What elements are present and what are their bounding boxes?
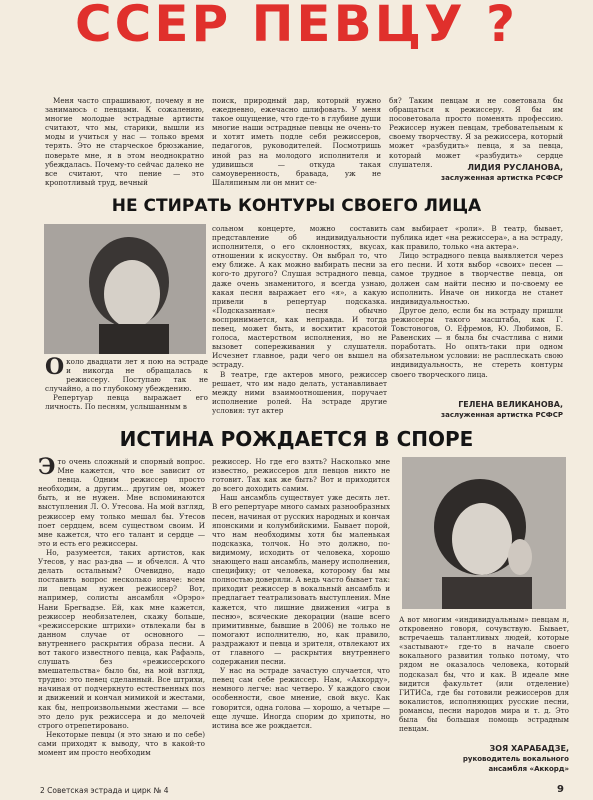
- paragraph: то очень сложный и спорный вопрос. Мне кажется, что все зависит от певца. Одним режиссер просто необходим, а другим... другим он, может быть, и не нужен. Мне вспоминаются выступления Л. О. Утесова. На мой взгляд, режиссер ему только мешал бы. Утесов поет сердцем, всем существом своим. И мне кажется, что его талант и сердце — это и есть его режиссеры.: [38, 457, 205, 548]
- section2-column-1: [45, 354, 208, 425]
- paragraph: Репертуар певца выражает его личность. По песням, услышанным в: [45, 393, 208, 412]
- signature-role: руководитель вокального: [462, 755, 569, 763]
- paragraph: сольном концерте, можно составить представление об индивидуальности исполнителя, о его склонностях, вкусах, отношении к искусству. Он выбрал то, что ему ближе. А как можно выбирать песни за кого-то другого? Слушая эстрадного певца, даже очень знаменитого, я всегда узнаю, какая песня выражает его «я», а какую привели в репертуар подсказка. «Подсказанная» песня обычно воспринимается, как неправда. И тогда певец, может быть, и восхитит красотой голоса, мастерством исполнения, но не вызовет сопереживания у слушателя. Исчезнет главное, ради чего он вышел на эстраду.: [212, 224, 387, 370]
- page-title: ССЕР ПЕВЦУ ?: [74, 0, 519, 53]
- portrait-photo-velikanova: [44, 224, 206, 354]
- paragraph: Лицо эстрадного певца выявляется через его песни. И хотя выбор «своих» песен — самое трудное в творчестве певца, он должен сам найти песню и по-своему ее исполнить. Иначе он никогда не станет индивидуальностью.: [391, 251, 563, 306]
- section3-heading: ИСТИНА РОЖДАЕТСЯ В СПОРЕ: [119, 427, 474, 451]
- section1-column-1: [45, 96, 204, 188]
- paragraph: Другое дело, если бы на эстраду пришли режиссеры такого масштаба, как Г. Товстоногов, О. Ефремов, Ю. Любимов, Б. Равенских — я была бы счастлива с ними поработать. Но опять-таки при одном обязательном условии: не расплескать свою индивидуальность, не стереть контуры своего творческого лица.: [391, 305, 563, 379]
- section2-column-2: [212, 224, 387, 424]
- signature-role: заслуженная артистка РСФСР: [441, 411, 563, 419]
- section2-heading: НЕ СТИРАТЬ КОНТУРЫ СВОЕГО ЛИЦА: [111, 196, 482, 216]
- page-number: 9: [557, 784, 564, 795]
- signature-ruslanova: [389, 163, 563, 183]
- footer-issue: 2 Советская эстрада и цирк № 4: [40, 786, 169, 795]
- paragraph: поиск, природный дар, который нужно ежедневно, ежечасно шлифовать. У меня такое ощущение, что где-то в глубине души многие наши эстрадные певцы не очень-то и хотят иметь подле себя режиссеров, педагогов, руководителей. Посмотришь иной раз на молодого исполнителя и удивишься — откуда такая самоуверенность, бравада, уж не Шаляпиным ли он мнит се-: [212, 96, 381, 187]
- signature-role: заслуженная артистка РСФСР: [441, 174, 563, 182]
- portrait-photo-kharabadze: [402, 457, 566, 609]
- paragraph: В театре, где актеров много, режиссер решает, что им надо делать, устанавливает между ними взаимоотношения, поручает исполнение ролей. На эстраде другие условия: тут актер: [212, 369, 387, 415]
- paragraph: бя? Таким певцам я не советовала бы обращаться к режиссеру. Я бы им посоветовала просто поменять профессию. Режиссер нужен певцам, требовательным к своему творчеству. Я за режиссера, который может «разбудить» певца, я за певца, который может «разбудить» сердце слушателя.: [389, 96, 563, 169]
- signature-velikanova: [391, 400, 563, 420]
- section3-column-3: [399, 615, 569, 739]
- section3-column-1: [38, 454, 205, 781]
- paragraph: коло двадцати лет я пою на эстраде и никогда не обращалась к режиссеру. Поступаю так не случайно, а по глубокому убеждению.: [45, 357, 208, 394]
- paragraph: У нас на эстраде зачастую случается, что певец сам себе режиссер. Нам, «Аккорду», немного легче: нас четверо. У каждого свои особенности, свое мнение, свой вкус. Как говорится, одна голова — хорошо, а четыре — еще лучше. Иногда спорим до хрипоты, но истина все же рождается.: [212, 666, 390, 730]
- paragraph: режиссер. Но где его взять? Насколько мне известно, режиссеров для певцов никто не готовит. Так как же быть? Вот и приходится до всего доходить самим.: [212, 457, 390, 494]
- section1-column-2: [212, 96, 381, 188]
- signature-name: ЗОЯ ХАРАБАДЗЕ,: [489, 744, 569, 753]
- paragraph: сам выбирает «роли». В театр, бывает, публика идет «на режиссера», а на эстраду, как правило, только «на актера».: [391, 224, 563, 252]
- drop-cap: О: [45, 354, 65, 380]
- paragraph: Но, разумеется, таких артистов, как Утесов, у нас раз-два — и обчелся. А что делать остальным? Очевидно, надо поставить вопрос несколько иначе: всем ли певцам нужен режиссер? Вот, например, солисты ансамбля «Орэро» Нани Брегвадзе. Ей, как мне кажется, режиссер необязателен, скажу больше, «режиссерские штрихи» отвлекали бы в данном случае от основного — внутреннего раскрытия образа песни. А вот такого известного певца, как Рафаэль, слушать без «режиссерского вмешательства» было бы, на мой взгляд, трудно: это певец сделанный. Все штрихи, начиная от подчеркнуто естественных поз и движений и кончая мимикой и жестами, как бы, непроизвольными жестами — все это дело рук режиссера и до мелочей строго отрепетировано.: [38, 547, 205, 730]
- paragraph: А вот многим «индивидуальным» певцам я, откровенно говоря, сочувствую. Бывает, встречаешь талантливых людей, которые «застывают» где-то в начале своего вокального развития только потому, что рядом не оказалось человека, который подсказал бы, что и как. В идеале мне видится факультет (или отделение) ГИТИСа, где бы готовили режиссеров для вокалистов, исполняющих русские песни, романсы, песни народов мира и т. д. Это была бы большая помощь эстрадным певцам.: [399, 615, 569, 734]
- paragraph: Некоторые певцы (я это знаю и по себе) сами приходят к выводу, что в какой-то момент им просто необходим: [38, 729, 205, 757]
- section3-column-2: [212, 457, 390, 781]
- paragraph: Наш ансамбль существует уже десять лет. В его репертуаре много самых разнообразных песен, начиная от русских народных и кончая японскими и колумбийскими. Бывает порой, что нам необходимы хотя бы маленькая подсказка, толчок. Но это должно, по-видимому, исходить от человека, хорошо знающего наш ансамбль, манеру исполнения, специфику; от человека, которому бы мы полностью доверяли. А ведь часто бывает так: приходит режиссер в вокальный ансамбль и предлагает театрализовать выступления. Мне кажется, что лишние движения «игра в песню», всяческие декорации (наше всего примитивные, бывшие в 2006) не только не помогают исполнителю, но, как правило, раздражают и певца и зрителя, отвлекают их от главного — раскрытия внутреннего содержания песни.: [212, 493, 390, 667]
- signature-role: ансамбля «Аккорд»: [488, 765, 569, 773]
- signature-kharabadze: [399, 744, 569, 774]
- drop-cap: Э: [38, 454, 56, 480]
- signature-name: ГЕЛЕНА ВЕЛИКАНОВА,: [458, 400, 563, 409]
- paragraph: Меня часто спрашивают, почему я не занимаюсь с певцами. К сожалению, многие молодые эстрадные артисты считают, что мы, старики, вышли из моды и учиться у нас — только время терять. Это не старческое брюзжание, поверьте мне, я в этом неоднократно убеждалась. Почему-то сейчас далеко не все считают, что пение — это кропотливый труд, вечный: [45, 96, 204, 187]
- signature-name: ЛИДИЯ РУСЛАНОВА,: [467, 163, 563, 172]
- section2-column-3: [391, 224, 563, 379]
